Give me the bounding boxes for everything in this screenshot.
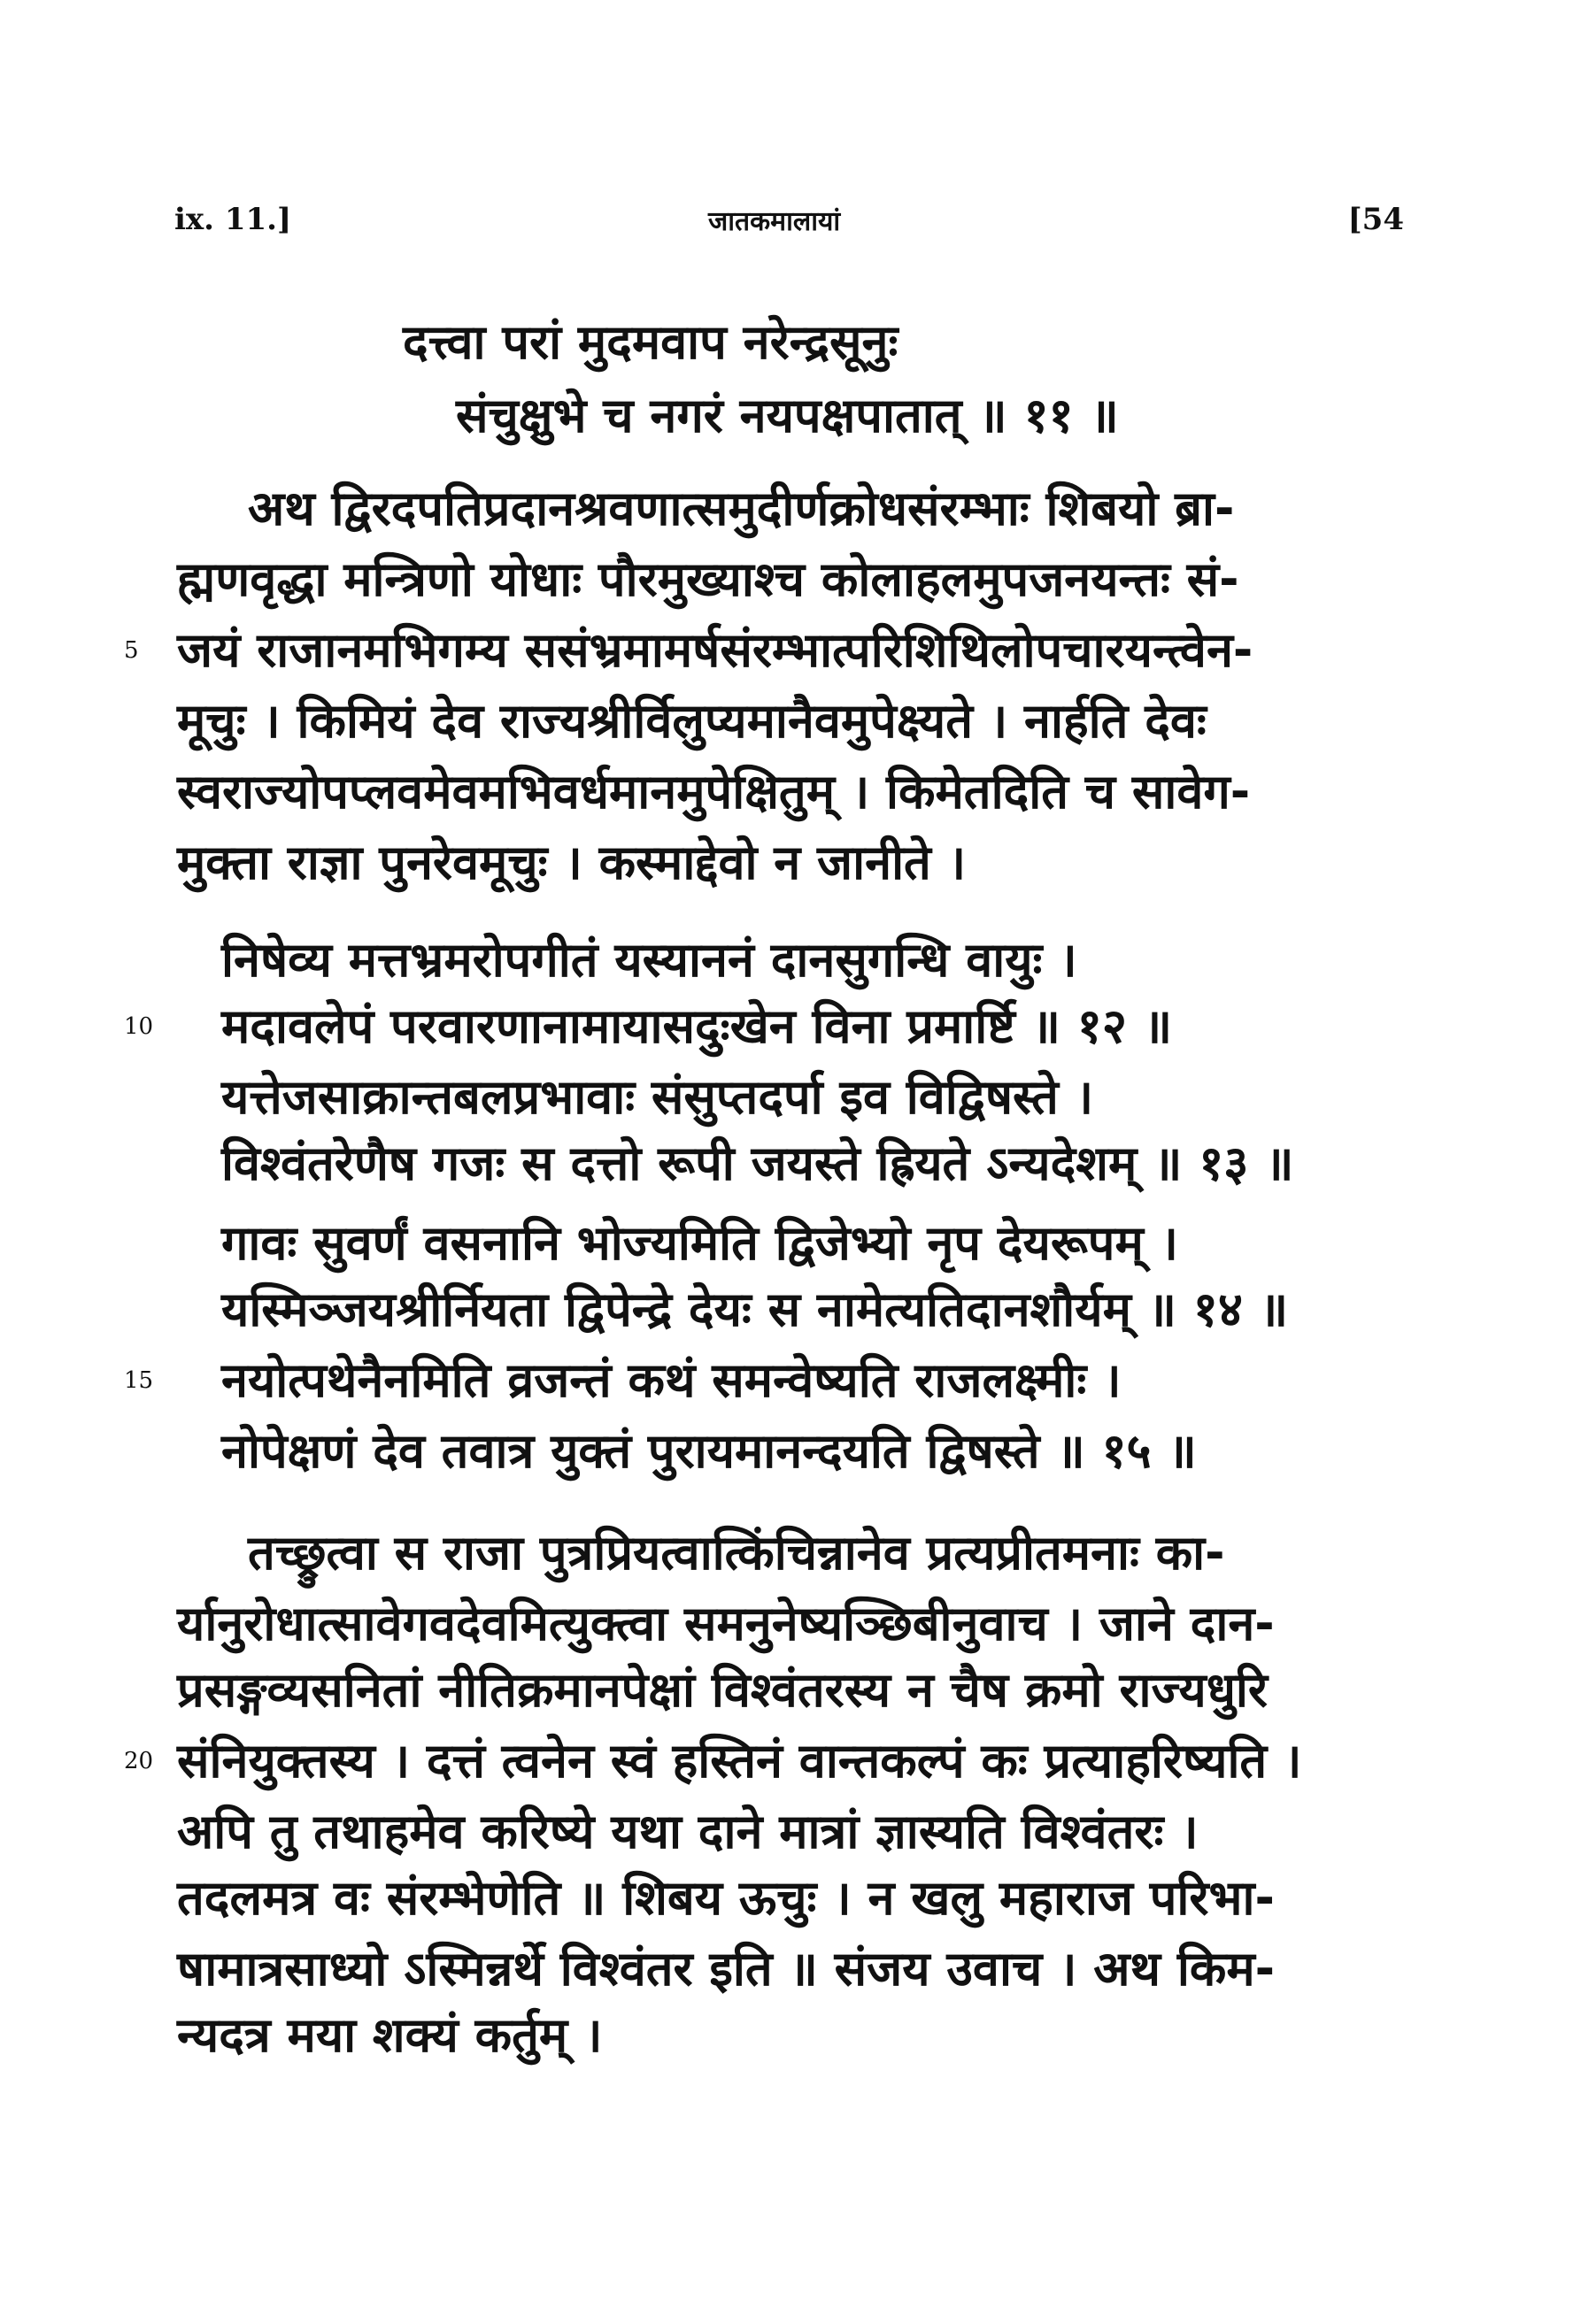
prose-line: ह्मणवृद्धा मन्त्रिणो योधाः पौरमुख्याश्च कोलाहलमुपजनयन्तः सं-	[177, 551, 1239, 607]
verse-line: निषेव्य मत्तभ्रमरोपगीतं यस्याननं दानसुगन्धि वायुः ।	[221, 932, 1077, 988]
prose-line: संनियुक्तस्य । दत्तं त्वनेन स्वं हस्तिनं वान्तकल्पं कः प्रत्याहरिष्यति ।	[177, 1733, 1302, 1789]
page-section-ref: ix. 11.]	[174, 202, 292, 237]
line-number: 15	[124, 1367, 154, 1394]
verse-line: मदावलेपं परवारणानामायासदुःखेन विना प्रमार्ष्टि ॥ १२ ॥	[221, 998, 1173, 1054]
verse-line: संचुक्षुभे च नगरं नयपक्षपातात् ॥ ११ ॥	[456, 388, 1119, 443]
prose-line: स्वराज्योपप्लवमेवमभिवर्धमानमुपेक्षितुम् । किमेतदिति च सावेग-	[177, 764, 1251, 820]
prose-line: तच्छ्रुत्वा स राजा पुत्रप्रियत्वात्किंचिन्नानेव प्रत्यप्रीतमनाः का-	[248, 1525, 1225, 1581]
prose-line: जयं राजानमभिगम्य ससंभ्रमामर्षसंरम्भात्परिशिथिलोपचारयन्त्वेन-	[177, 622, 1253, 678]
verse-line: नोपेक्षणं देव तवात्र युक्तं पुरायमानन्दयति द्विषस्ते ॥ १५ ॥	[221, 1423, 1197, 1479]
verse-line: यस्मिञ्जयश्रीर्नियता द्विपेन्द्रे देयः स नामेत्यतिदानशौर्यम् ॥ १४ ॥	[221, 1281, 1289, 1337]
verse-line: विश्वंतरेणैष गजः स दत्तो रूपी जयस्ते ह्रियते ऽन्यदेशम् ॥ १३ ॥	[221, 1135, 1294, 1191]
page-number: [54	[1347, 202, 1404, 237]
prose-line: प्रसङ्गव्यसनितां नीतिक्रमानपेक्षां विश्वंतरस्य न चैष क्रमो राज्यधुरि	[177, 1662, 1269, 1718]
prose-line: मूचुः । किमियं देव राज्यश्रीर्विलुप्यमानैवमुपेक्ष्यते । नार्हति देवः	[177, 693, 1207, 749]
running-title: जातकमालायां	[708, 206, 841, 237]
prose-line: तदलमत्र वः संरम्भेणेति ॥ शिबय ऊचुः । न खलु महाराज परिभा-	[177, 1870, 1275, 1926]
line-number: 20	[124, 1748, 154, 1774]
prose-line: र्यानुरोधात्सावेगवदेवमित्युक्त्वा समनुनेष्यञ्छिबीनुवाच । जाने दान-	[177, 1596, 1275, 1651]
verse-line: गावः सुवर्णं वसनानि भोज्यमिति द्विजेभ्यो नृप देयरूपम् ।	[221, 1215, 1179, 1271]
line-number: 10	[124, 1013, 154, 1040]
verse-line: यत्तेजसाक्रान्तबलप्रभावाः संसुप्तदर्पा इव विद्विषस्ते ।	[221, 1069, 1094, 1125]
prose-line: अथ द्विरदपतिप्रदानश्रवणात्समुदीर्णक्रोधसंरम्भाः शिबयो ब्रा-	[248, 481, 1235, 536]
verse-line: दत्त्वा परां मुदमवाप नरेन्द्रसूनुः	[403, 314, 898, 370]
prose-line: मुक्ता राज्ञा पुनरेवमूचुः । कस्माद्देवो न जानीते ।	[177, 835, 967, 890]
verse-line: नयोत्पथेनैनमिति व्रजन्तं कथं समन्वेष्यति राजलक्ष्मीः ।	[221, 1352, 1122, 1408]
prose-line: षामात्रसाध्यो ऽस्मिन्नर्थे विश्वंतर इति ॥ संजय उवाच । अथ किम-	[177, 1941, 1276, 1997]
prose-line: न्यदत्र मया शक्यं कर्तुम् ।	[177, 2007, 603, 2063]
prose-line: अपि तु तथाहमेव करिष्ये यथा दाने मात्रां ज्ञास्यति विश्वंतरः ।	[177, 1804, 1199, 1859]
line-number: 5	[124, 637, 139, 664]
